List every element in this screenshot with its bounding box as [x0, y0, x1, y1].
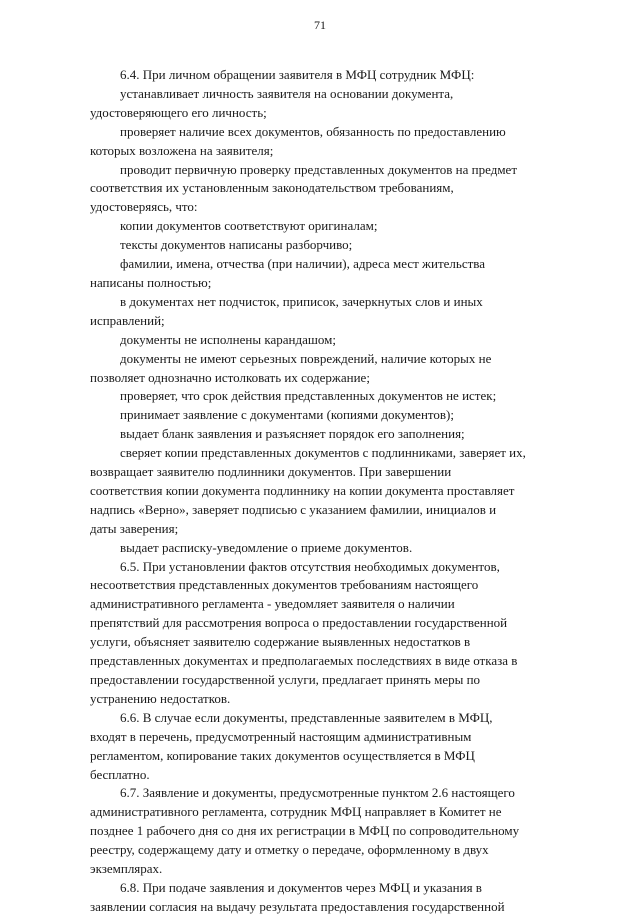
paragraph: фамилии, имена, отчества (при наличии), адреса мест жительства написаны полностью;	[90, 256, 486, 290]
paragraph: выдает расписку-уведомление о приеме документов.	[120, 539, 413, 555]
paragraph: проверяет наличие всех документов, обязанность по предоставлению которых возложена на заявителя;	[90, 123, 506, 158]
paragraph: выдает бланк заявления и разъясняет порядок его заполнения;	[120, 426, 465, 442]
paragraph: проводит первичную проверку представленных документов на предмет соответствия их установленным законодательством требованиям, удостоверяясь, что:	[90, 161, 518, 215]
paragraph: документы не исполнены карандашом;	[120, 331, 336, 347]
paragraph: 6.5. При установлении фактов отсутствия необходимых документов, несоответствия представленных документов требованиям настоящего административного регламента - уведомляет заявителя о наличии препятствий для рассмотрения вопроса о предоставлении государственной услуги, объясняет заявителю содержание выявленных недостатков в представленных документах и предполагаемых последствиях в виде отказа в предоставлении государственной услуги, предлагает принять меры по устранению недостатков.	[90, 558, 518, 706]
paragraph: документы не имеют серьезных повреждений, наличие которых не позволяет однозначно истолковать их содержание;	[90, 350, 492, 385]
paragraph: 6.6. В случае если документы, представленные заявителем в МФЦ, входят в перечень, предусмотренный настоящим административным регламентом, копирование таких документов осуществляется в МФЦ бесплатно.	[90, 709, 493, 782]
paragraph: 6.7. Заявление и документы, предусмотренные пунктом 2.6 настоящего административного регламента, сотрудник МФЦ направляет в Комитет не позднее 1 рабочего дня со дня их регистрации в МФЦ по сопроводительному реестру, содержащему дату и отметку о передаче, оформленному в двух экземплярах.	[90, 785, 520, 877]
page-number: 71	[314, 18, 326, 32]
document-body	[90, 66, 598, 917]
paragraph: устанавливает личность заявителя на основании документа, удостоверяющего его личность;	[90, 85, 454, 120]
paragraph: копии документов соответствуют оригиналам;	[120, 218, 378, 234]
paragraph: 6.4. При личном обращении заявителя в МФЦ сотрудник МФЦ:	[120, 67, 475, 82]
paragraph: в документах нет подчисток, приписок, зачеркнутых слов и иных исправлений;	[90, 293, 483, 328]
paragraph: сверяет копии представленных документов с подлинниками, заверяет их, возвращает заявителю подлинники документов. При завершении соответствия копии документа подлиннику на копии документа проставляет надпись «Верно», заверяет подписью с указанием фамилии, инициалов и даты заверения;	[90, 445, 526, 536]
paragraph: 6.8. При подаче заявления и документов через МФЦ и указания в заявлении согласия на выдачу результата предоставления государственной	[90, 879, 505, 914]
paragraph: проверяет, что срок действия представленных документов не истек;	[120, 388, 497, 404]
paragraph: принимает заявление с документами (копиями документов);	[120, 407, 455, 423]
paragraph: тексты документов написаны разборчиво;	[120, 237, 353, 253]
